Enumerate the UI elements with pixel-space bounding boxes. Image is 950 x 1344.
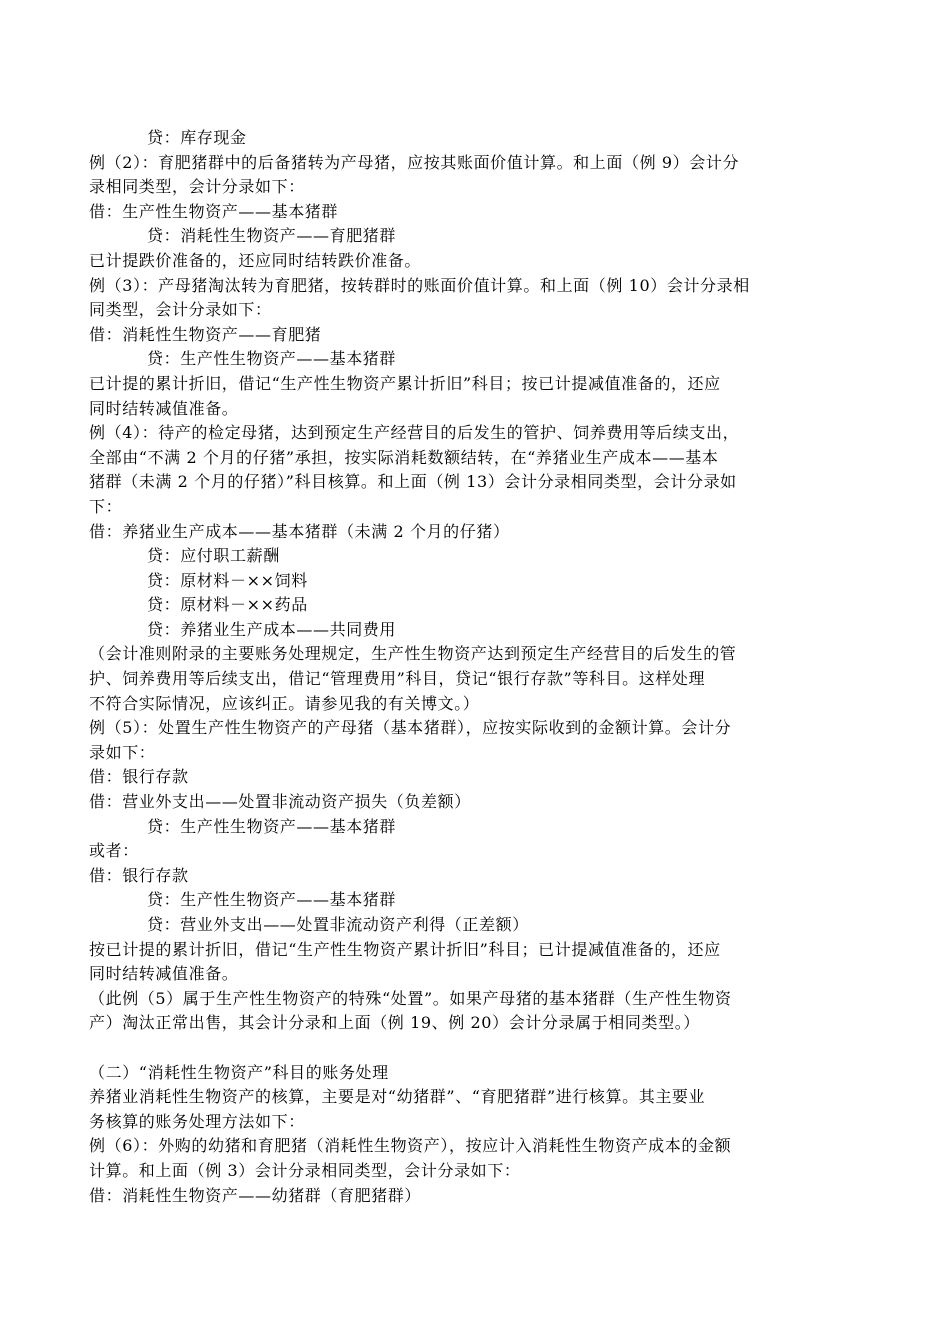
text-line: （此例（5）属于生产性生物资产的特殊“处置”。如果产母猪的基本猪群（生产性生物资 — [89, 988, 732, 1008]
text-line: 例（6）：外购的幼猪和育肥猪（消耗性生物资产），按应计入消耗性生物资产成本的金额 — [89, 1136, 732, 1156]
text-line: 贷：消耗性生物资产——育肥猪群 — [147, 226, 397, 246]
text-line: 借：消耗性生物资产——育肥猪 — [89, 324, 322, 344]
text-line: 借：银行存款 — [89, 767, 189, 787]
text-line: 借：银行存款 — [89, 865, 189, 885]
text-line: 录如下： — [89, 742, 156, 762]
text-line: 按已计提的累计折旧，借记“生产性生物资产累计折旧”科目；已计提减值准备的，还应 — [89, 939, 721, 959]
text-line: 已计提跌价准备的，还应同时结转跌价准备。 — [89, 250, 422, 270]
text-line: 猪群（未满 2 个月的仔猪）”科目核算。和上面（例 13）会计分录相同类型，会计分录如 — [89, 472, 737, 492]
text-line: 贷：原材料－××药品 — [147, 595, 308, 615]
text-line: 借：生产性生物资产——基本猪群 — [89, 201, 339, 221]
text-line: 贷：应付职工薪酬 — [147, 546, 280, 566]
text-line: 护、饲养费用等后续支出，借记“管理费用”科目，贷记“银行存款”等科目。这样处理 — [89, 669, 706, 689]
text-line: 贷：生产性生物资产——基本猪群 — [147, 816, 397, 836]
blank-line — [89, 1036, 851, 1061]
text-line: 例（5）：处置生产性生物资产的产母猪（基本猪群），应按实际收到的金额计算。会计分 — [89, 718, 732, 738]
text-line: 养猪业消耗性生物资产的核算，主要是对“幼猪群”、“育肥猪群”进行核算。其主要业 — [89, 1087, 706, 1107]
document-body — [89, 126, 851, 1208]
text-line: 全部由“不满 2 个月的仔猪”承担，按实际消耗数额结转，在“养猪业生产成本——基本 — [89, 447, 719, 467]
text-line: 贷：营业外支出——处置非流动资产利得（正差额） — [147, 915, 529, 934]
text-line: 例（2）：育肥猪群中的后备猪转为产母猪，应按其账面价值计算。和上面（例 9）会计分 — [89, 152, 740, 172]
text-line: 同类型，会计分录如下： — [89, 300, 272, 320]
text-line: 同时结转减值准备。 — [89, 964, 239, 984]
text-line: 下： — [89, 496, 123, 516]
text-line: 录相同类型，会计分录如下： — [89, 177, 305, 197]
text-line: （会计准则附录的主要账务处理规定，生产性生物资产达到预定生产经营目的后发生的管 — [89, 644, 737, 664]
text-line: 借：消耗性生物资产——幼猪群（育肥猪群） — [89, 1185, 422, 1205]
text-line: 贷：养猪业生产成本——共同费用 — [147, 619, 397, 639]
text-line: 借：营业外支出——处置非流动资产损失（负差额） — [89, 792, 471, 812]
text-line: 借：养猪业生产成本——基本猪群（未满 2 个月的仔猪） — [89, 521, 510, 541]
text-line: 贷：生产性生物资产——基本猪群 — [147, 890, 397, 910]
text-line: 不符合实际情况，应该纠正。请参见我的有关博文。） — [89, 693, 480, 713]
text-line: 同时结转减值准备。 — [89, 398, 239, 418]
text-line: 产）淘汰正常出售，其会计分录和上面（例 19、例 20）会计分录属于相同类型。） — [89, 1013, 700, 1033]
text-line: 计算。和上面（例 3）会计分录相同类型，会计分录如下： — [89, 1160, 521, 1180]
text-line: 例（4）：待产的检定母猪，达到预定生产经营目的后发生的管护、饲养费用等后续支出， — [89, 423, 740, 443]
text-line: 贷：生产性生物资产——基本猪群 — [147, 349, 397, 369]
text-line: 贷：库存现金 — [147, 128, 247, 147]
text-line: （二）“消耗性生物资产”科目的账务处理 — [89, 1062, 389, 1082]
text-line: 已计提的累计折旧，借记“生产性生物资产累计折旧”科目；按已计提减值准备的，还应 — [89, 373, 721, 393]
text-line: 或者： — [89, 841, 139, 861]
text-line: 务核算的账务处理方法如下： — [89, 1111, 305, 1131]
text-line: 贷：原材料－××饲料 — [147, 570, 308, 590]
text-line: 例（3）：产母猪淘汰转为育肥猪，按转群时的账面价值计算。和上面（例 10）会计分录相 — [89, 275, 750, 295]
